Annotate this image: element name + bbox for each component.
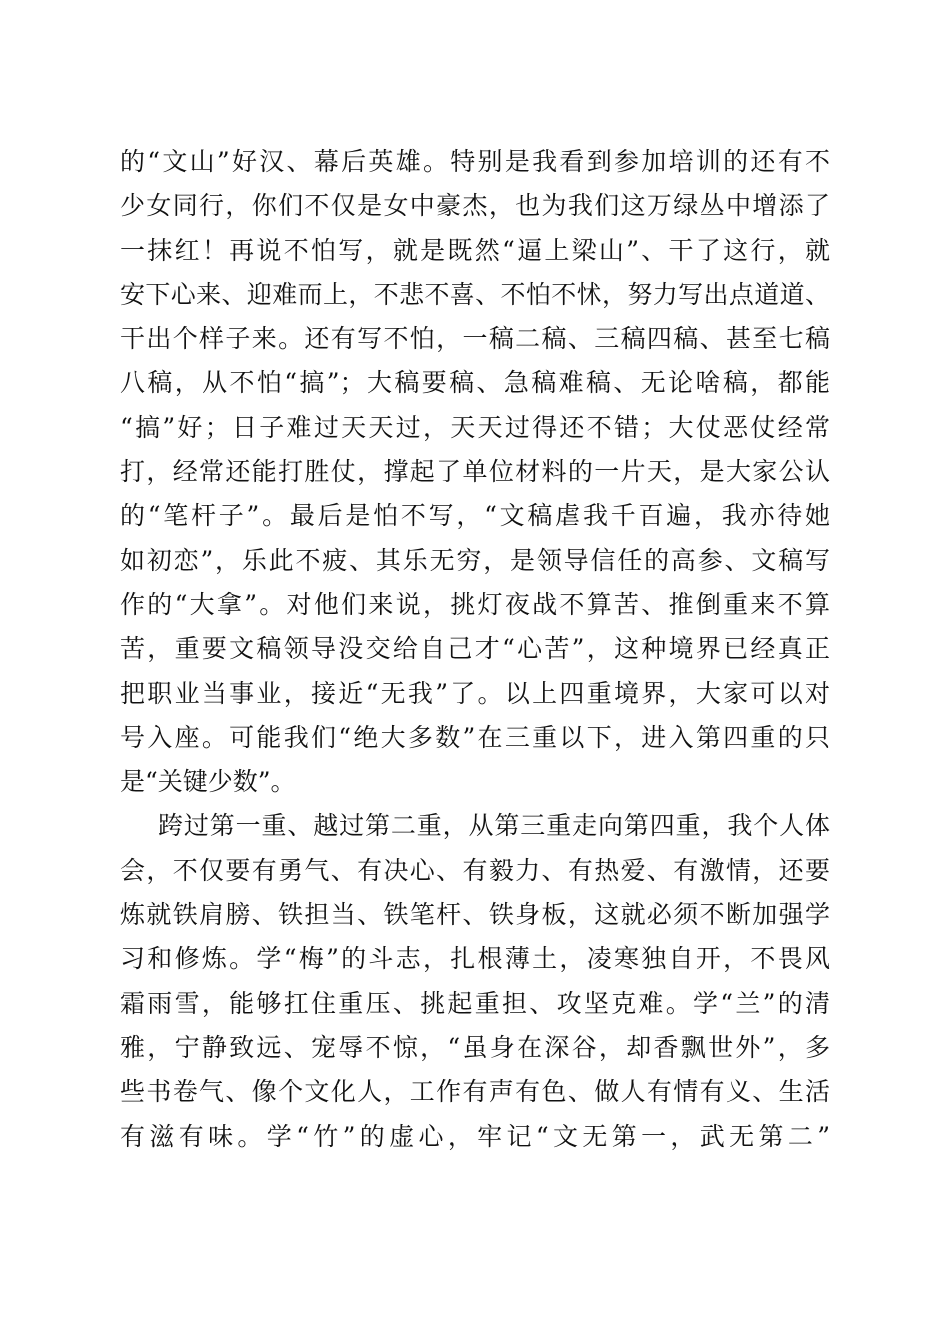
text-line: 有滋有味。学“竹”的虚心，牢记“文无第一，武无第二”: [120, 1121, 830, 1151]
text-line: 的“笔杆子”。最后是怕不写，“文稿虐我千百遍，我亦待她: [120, 501, 830, 531]
text-line: 少女同行，你们不仅是女中豪杰，也为我们这万绿丛中增添了: [120, 191, 830, 221]
text-line: 号入座。可能我们“绝大多数”在三重以下，进入第四重的只: [120, 722, 830, 752]
text-line: 作的“大拿”。对他们来说，挑灯夜战不算苦、推倒重来不算: [120, 589, 830, 619]
text-line: 打，经常还能打胜仗，撑起了单位材料的一片天，是大家公认: [120, 457, 830, 487]
text-line: 跨过第一重、越过第二重，从第三重走向第四重，我个人体: [158, 811, 830, 841]
text-line: 霜雨雪，能够扛住重压、挑起重担、攻坚克难。学“兰”的清: [120, 988, 830, 1018]
text-line: 是“关键少数”。: [120, 767, 296, 797]
text-line: 一抹红！再说不怕写，就是既然“逼上梁山”、干了这行，就: [120, 235, 830, 265]
text-line: “搞”好；日子难过天天过，天天过得还不错；大仗恶仗经常: [120, 412, 830, 442]
text-line: 些书卷气、像个文化人，工作有声有色、做人有情有义、生活: [120, 1077, 830, 1107]
document-body: [120, 140, 830, 1159]
text-line: 的“文山”好汉、幕后英雄。特别是我看到参加培训的还有不: [120, 147, 830, 176]
text-line: 干出个样子来。还有写不怕，一稿二稿、三稿四稿、甚至七稿: [120, 324, 830, 354]
text-line: 会，不仅要有勇气、有决心、有毅力、有热爱、有激情，还要: [120, 855, 830, 885]
text-line: 苦，重要文稿领导没交给自己才“心苦”，这种境界已经真正: [120, 634, 830, 664]
text-line: 雅，宁静致远、宠辱不惊，“虽身在深谷，却香飘世外”，多: [120, 1032, 830, 1062]
text-line: 八稿，从不怕“搞”；大稿要稿、急稿难稿、无论啥稿，都能: [120, 368, 830, 398]
paragraph-1: [120, 140, 830, 804]
paragraph-2: [120, 804, 830, 1158]
text-line: 如初恋”，乐此不疲、其乐无穷，是领导信任的高参、文稿写: [120, 545, 830, 575]
text-line: 习和修炼。学“梅”的斗志，扎根薄土，凌寒独自开，不畏风: [120, 944, 830, 974]
text-line: 炼就铁肩膀、铁担当、铁笔杆、铁身板，这就必须不断加强学: [120, 900, 830, 930]
text-line: 把职业当事业，接近“无我”了。以上四重境界，大家可以对: [120, 678, 830, 708]
text-line: 安下心来、迎难而上，不悲不喜、不怕不怵，努力写出点道道、: [120, 279, 830, 309]
